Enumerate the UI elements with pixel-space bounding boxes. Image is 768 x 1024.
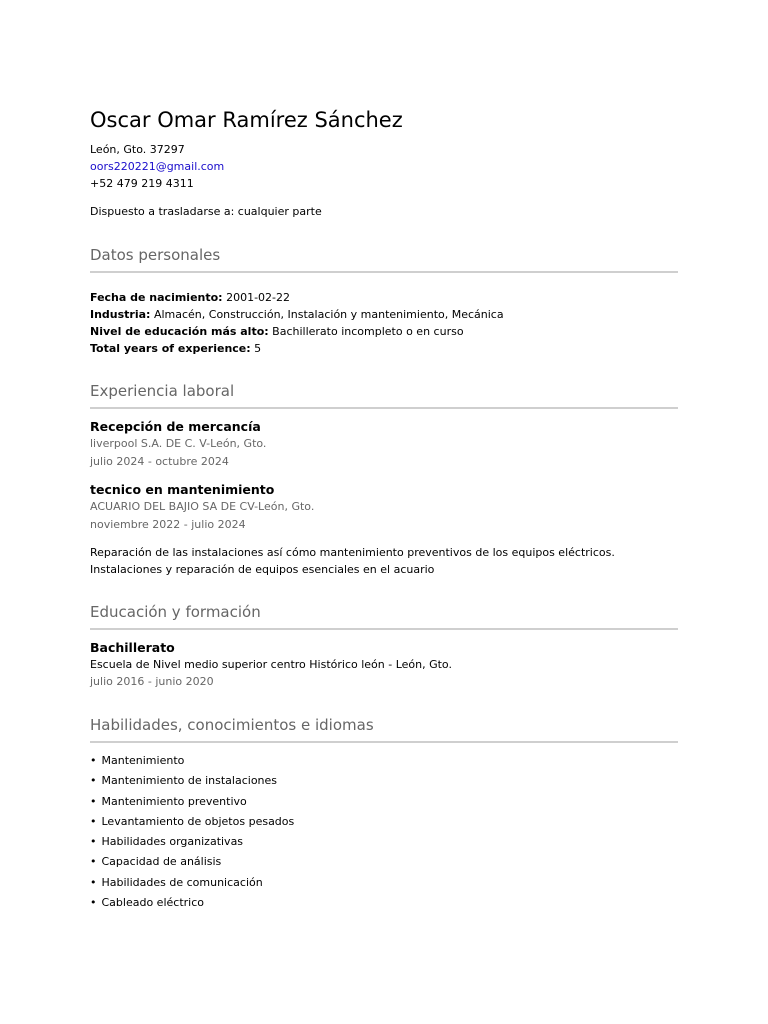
job-dates: julio 2024 - octubre 2024 bbox=[90, 455, 229, 468]
resume-header bbox=[90, 106, 678, 220]
field-industry bbox=[90, 306, 678, 323]
skill-item: • Habilidades organizativas bbox=[90, 832, 678, 852]
job-description-line: Instalaciones y reparación de equipos esenciales en el acuario bbox=[90, 563, 435, 576]
section-title-personal: Datos personales bbox=[90, 245, 678, 273]
job-entry bbox=[90, 418, 678, 471]
skill-item: • Mantenimiento bbox=[90, 751, 678, 771]
education-section bbox=[90, 602, 678, 691]
candidate-name: Oscar Omar Ramírez Sánchez bbox=[90, 108, 403, 132]
skill-item: • Mantenimiento preventivo bbox=[90, 792, 678, 812]
skill-item: • Cableado eléctrico bbox=[90, 893, 678, 913]
field-label: Nivel de educación más alto: bbox=[90, 325, 269, 338]
skills-list bbox=[90, 751, 678, 913]
personal-fields bbox=[90, 289, 678, 357]
candidate-phone: +52 479 219 4311 bbox=[90, 177, 194, 190]
job-company: liverpool S.A. DE C. V-León, Gto. bbox=[90, 437, 267, 450]
field-value: 2001-02-22 bbox=[226, 291, 291, 304]
education-degree: Bachillerato bbox=[90, 640, 175, 655]
skill-item: • Levantamiento de objetos pesados bbox=[90, 812, 678, 832]
job-entry bbox=[90, 481, 678, 578]
skill-item: • Mantenimiento de instalaciones bbox=[90, 771, 678, 791]
field-value: Almacén, Construcción, Instalación y mantenimiento, Mecánica bbox=[153, 308, 504, 321]
field-education-level bbox=[90, 323, 678, 340]
job-description bbox=[90, 544, 678, 578]
skill-item: • Habilidades de comunicación bbox=[90, 873, 678, 893]
job-dates: noviembre 2022 - julio 2024 bbox=[90, 518, 246, 531]
education-school: Escuela de Nivel medio superior centro Histórico león - León, Gto. bbox=[90, 658, 452, 671]
skills-section bbox=[90, 715, 678, 913]
job-title: tecnico en mantenimiento bbox=[90, 482, 275, 497]
field-label: Fecha de nacimiento: bbox=[90, 291, 223, 304]
section-title-education: Educación y formación bbox=[90, 602, 678, 630]
section-title-experience: Experiencia laboral bbox=[90, 381, 678, 409]
education-entry bbox=[90, 639, 678, 691]
field-birthdate bbox=[90, 289, 678, 306]
candidate-location: León, Gto. 37297 bbox=[90, 143, 185, 156]
field-label: Industria: bbox=[90, 308, 151, 321]
job-description-line: Reparación de las instalaciones así cómo mantenimiento preventivos de los equipos eléctricos. bbox=[90, 546, 615, 559]
personal-data-section bbox=[90, 245, 678, 357]
resume-page bbox=[90, 106, 678, 913]
job-company: ACUARIO DEL BAJIO SA DE CV-León, Gto. bbox=[90, 500, 315, 513]
job-title: Recepción de mercancía bbox=[90, 419, 261, 434]
experience-section bbox=[90, 381, 678, 578]
field-value: 5 bbox=[254, 342, 262, 355]
candidate-email-link[interactable]: oors220221@gmail.com bbox=[90, 160, 225, 173]
education-dates: julio 2016 - junio 2020 bbox=[90, 675, 214, 688]
skill-item: • Capacidad de análisis bbox=[90, 852, 678, 872]
field-value: Bachillerato incompleto o en curso bbox=[272, 325, 464, 338]
relocation-note: Dispuesto a trasladarse a: cualquier parte bbox=[90, 205, 322, 218]
field-label: Total years of experience: bbox=[90, 342, 251, 355]
section-title-skills: Habilidades, conocimientos e idiomas bbox=[90, 715, 678, 743]
field-years-experience bbox=[90, 340, 678, 357]
